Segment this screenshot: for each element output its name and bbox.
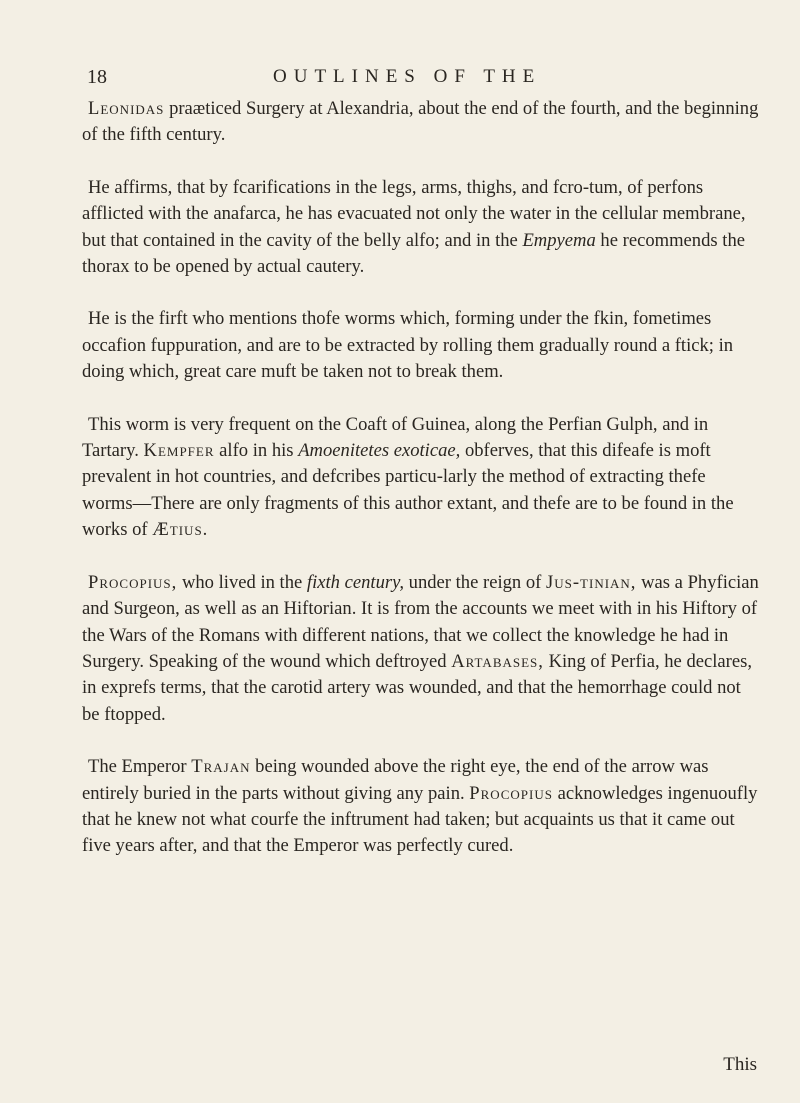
text-run: was a Phyfician and Surgeon, as well as an Hiftorian. It is from the accounts we meet with in his Hiftory of the Wars of the Romans with different nations, that we collect the knowledge he had in Surgery. Speaking of the wound which deftroyed (82, 571, 759, 672)
text-run: he recommends the thorax to be opened by actual cautery. (82, 229, 745, 278)
paragraph (82, 754, 760, 860)
text-run: being wounded above the right eye, the end of the arrow was entirely buried in the parts without giving any pain. (82, 756, 709, 804)
text-run: This worm is very frequent on the Coaft of Guinea, along the Perfian Gulph, and in Tartary. (82, 413, 709, 462)
small-caps-name: Artabases, (451, 650, 544, 672)
paragraph (82, 175, 760, 281)
small-caps-name: Leonidas (88, 98, 165, 119)
italic-text: Amoenitetes exoticae, (298, 440, 461, 462)
text-run: under the reign of (404, 571, 546, 593)
small-caps-name: Procopius, (88, 571, 178, 593)
paragraph (82, 96, 760, 149)
body-text (82, 96, 760, 886)
small-caps-name: Kempfer (143, 440, 215, 462)
paragraph (82, 570, 760, 728)
italic-text: fixth century, (306, 571, 404, 593)
page-number: 18 (87, 66, 107, 88)
text-run: He affirms, that by fcarifications in the legs, arms, thighs, and fcro-tum, of perfons afflicted with the anafarca, he has evacuated not only the water in the cellular membrane, but that contained in the cavity of the belly alfo; and in the (82, 176, 746, 251)
text-run: alfo in his (214, 440, 299, 462)
running-title: OUTLINES OF THE (273, 66, 542, 87)
small-caps-name: Procopius (469, 782, 553, 804)
text-run: obferves, that this difeafe is moft prevalent in hot countries, and defcribes particu-larly the method of extracting thefe worms—There are only fragments of this author extant, and thefe are to be found in the works of (82, 440, 734, 541)
running-head (76, 66, 756, 96)
text-run: who lived in the (177, 571, 307, 593)
catchword: This (723, 1054, 757, 1075)
text-run: He is the firft who mentions thofe worms which, forming under the fkin, fometimes occafion fuppuration, and are to be extracted by rolling them gradually round a ftick; in doing which, great care muft be taken not to break them. (82, 308, 734, 383)
text-run: praæticed Surgery at Alexandria, about the end of the fourth, and the beginning of the fifth century. (82, 98, 759, 146)
small-caps-name: Ætius. (152, 519, 209, 541)
text-run: The Emperor (88, 756, 192, 778)
italic-text: Empyema (522, 229, 596, 251)
paragraph (82, 306, 760, 385)
text-run: King of Perfia, he declares, in exprefs terms, that the carotid artery was wounded, and that the hemorrhage could not be ftopped. (82, 650, 753, 725)
small-caps-name: Trajan (191, 756, 251, 778)
paragraph (82, 412, 760, 544)
small-caps-name: Jus-tinian, (546, 571, 637, 593)
text-run: acknowledges ingenuoufly that he knew not what courfe the inftrument had taken; but acquaints us that it came out five years after, and that the Emperor was perfectly cured. (82, 782, 758, 857)
